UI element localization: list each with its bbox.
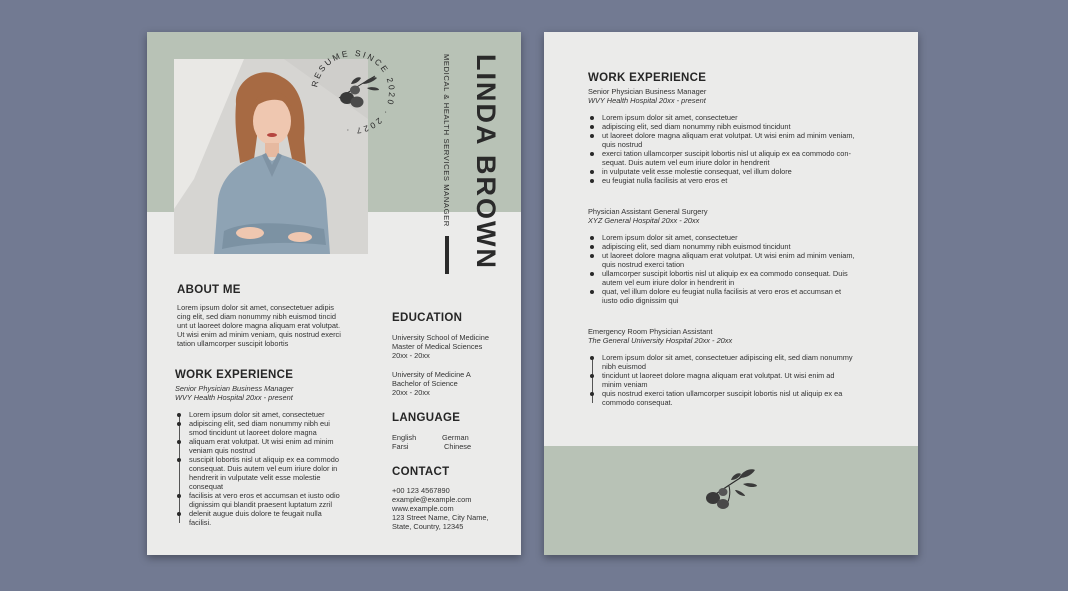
list-item: suscipit lobortis nisl ut aliquip ex ea commodo consequat. Duis autem vel eum iriure dolor in hendrerit in vulputate velit esse molestie consequat xyxy=(175,455,365,491)
vertical-title xyxy=(442,54,505,304)
bullet-icon xyxy=(590,125,594,129)
job-entry xyxy=(588,207,873,305)
bullet-icon xyxy=(177,512,181,516)
language-list xyxy=(392,433,510,451)
bullet-icon xyxy=(177,494,181,498)
work-heading: WORK EXPERIENCE xyxy=(588,72,707,84)
bullet-icon xyxy=(590,374,594,378)
olive-branch-icon xyxy=(699,462,759,512)
contact-address-2: State, Country, 12345 xyxy=(392,522,464,531)
job-role: MEDICAL & HEALTH SERVICES MANAGER xyxy=(442,54,451,227)
job-bullets xyxy=(588,353,873,407)
list-item: delenit augue duis dolore te feugait nulla facilisi. xyxy=(175,509,365,527)
job-bullets xyxy=(588,113,873,185)
bullet-icon xyxy=(590,254,594,258)
contact-website: www.example.com xyxy=(392,504,454,513)
resume-page-1 xyxy=(147,32,521,555)
list-item: ut laoreet dolore magna aliquam erat volutpat. Ut wisi enim ad minim veniam, quis nostrud xyxy=(588,131,873,149)
resume-since-stamp xyxy=(305,44,401,140)
about-heading: ABOUT ME xyxy=(177,284,241,296)
bullet-icon xyxy=(590,356,594,360)
bullet-icon xyxy=(177,458,181,462)
education-entry: University of Medicine A Bachelor of Science 20xx - 20xx xyxy=(392,370,471,397)
job-entry xyxy=(588,327,873,407)
bullet-icon xyxy=(177,440,181,444)
language-item: Chinese xyxy=(444,442,472,451)
list-item: adipiscing elit, sed diam nonummy nibh eui smod tincidunt ut laoreet dolore magna xyxy=(175,419,365,437)
bullet-icon xyxy=(590,134,594,138)
list-item: Lorem ipsum dolor sit amet, consectetuer adipiscing elit, sed diam nonummy nibh euismod xyxy=(588,353,873,371)
list-item: aliquam erat volutpat. Ut wisi enim ad minim veniam quis nostrud xyxy=(175,437,365,455)
list-item: Lorem ipsum dolor sit amet, consectetuer xyxy=(588,233,873,242)
contact-address: 123 Street Name, City Name, xyxy=(392,513,489,522)
contact-phone: +00 123 4567890 xyxy=(392,486,450,495)
contact-email: example@example.com xyxy=(392,495,472,504)
job-title: Emergency Room Physician Assistant xyxy=(588,327,713,336)
work-experience-section xyxy=(175,369,365,527)
bullet-icon xyxy=(590,290,594,294)
about-section xyxy=(177,284,365,348)
list-item: adipiscing elit, sed diam nonummy nibh euismod tincidunt xyxy=(588,122,873,131)
bullet-icon xyxy=(590,236,594,240)
resume-page-2 xyxy=(544,32,918,555)
list-item: adipiscing elit, sed diam nonummy nibh euismod tincidunt xyxy=(588,242,873,251)
bullet-icon xyxy=(590,116,594,120)
contact-details xyxy=(392,486,510,531)
language-item: German xyxy=(442,433,469,442)
bullet-icon xyxy=(590,272,594,276)
bullet-icon xyxy=(590,179,594,183)
list-item: quat, vel illum dolore eu feugiat nulla facilisis at vero eros et accumsan et iusto odio dignissim qui xyxy=(588,287,873,305)
list-item: quis nostrud exerci tation ullamcorper suscipit lobortis nisl ut aliquip ex ea commodo consequat. xyxy=(588,389,873,407)
job-entry xyxy=(588,87,873,185)
bullet-icon xyxy=(590,392,594,396)
job-place: The General University Hospital 20xx - 20xx xyxy=(588,336,733,345)
list-item: facilisis at vero eros et accumsan et iusto odio dignissim qui blandit praesent luptatum zzril xyxy=(175,491,365,509)
language-section xyxy=(392,412,510,451)
education-section xyxy=(392,312,510,397)
bullet-icon xyxy=(590,245,594,249)
education-heading: EDUCATION xyxy=(392,312,463,324)
bullet-icon xyxy=(590,170,594,174)
work-experience-continued xyxy=(588,72,873,407)
list-item: in vulputate velit esse molestie consequat, vel illum dolore xyxy=(588,167,873,176)
work-bullets xyxy=(175,410,365,527)
stamp-text: RESUME SINCE 2020 · 2027 · xyxy=(309,47,398,137)
job-place: WVY Health Hospital 20xx - present xyxy=(588,96,706,105)
work-title: Senior Physician Business Manager xyxy=(175,384,294,393)
job-title: Physician Assistant General Surgery xyxy=(588,207,708,216)
bullet-icon xyxy=(177,413,181,417)
contact-heading: CONTACT xyxy=(392,466,450,478)
job-title: Senior Physician Business Manager xyxy=(588,87,707,96)
title-accent-bar xyxy=(445,236,449,274)
olive-branch-icon xyxy=(339,76,379,108)
education-entry: University School of Medicine Master of Medical Sciences 20xx - 20xx xyxy=(392,333,489,360)
contact-section xyxy=(392,466,510,531)
language-item: English xyxy=(392,433,417,442)
list-item: exerci tation ullamcorper suscipit lobortis nisl ut aliquip ex ea commodo con- sequat. Duis autem vel eum iriure dolor in hendrerit xyxy=(588,149,873,167)
about-text: Lorem ipsum dolor sit amet, consectetuer adipis cing elit, sed diam nonummy nibh euismod tincid unt ut laoreet dolore magna aliquam erat volutpat. Ut wisi enim ad minim veniam, quis nostrud exerci tation ullamcorper suscipit lobortis xyxy=(177,303,341,348)
language-heading: LANGUAGE xyxy=(392,412,461,424)
job-bullets xyxy=(588,233,873,305)
job-place: XYZ General Hospital 20xx - 20xx xyxy=(588,216,700,225)
work-heading: WORK EXPERIENCE xyxy=(175,369,294,381)
bullet-icon xyxy=(590,152,594,156)
list-item: eu feugiat nulla facilisis at vero eros et xyxy=(588,176,873,185)
work-place: WVY Health Hospital 20xx - present xyxy=(175,393,293,402)
list-item: ut laoreet dolore magna aliquam erat volutpat. Ut wisi enim ad minim veniam, quis nostrud exerci tation xyxy=(588,251,873,269)
list-item: tincidunt ut laoreet dolore magna aliquam erat volutpat. Ut wisi enim ad minim veniam xyxy=(588,371,873,389)
language-item: Farsi xyxy=(392,442,409,451)
person-name: LINDA BROWN xyxy=(471,54,501,270)
list-item: ullamcorper suscipit lobortis nisl ut aliquip ex ea commodo consequat. Duis autem vel eum iriure dolor in hendrerit in xyxy=(588,269,873,287)
bullet-icon xyxy=(177,422,181,426)
list-item: Lorem ipsum dolor sit amet, consectetuer xyxy=(175,410,365,419)
list-item: Lorem ipsum dolor sit amet, consectetuer xyxy=(588,113,873,122)
